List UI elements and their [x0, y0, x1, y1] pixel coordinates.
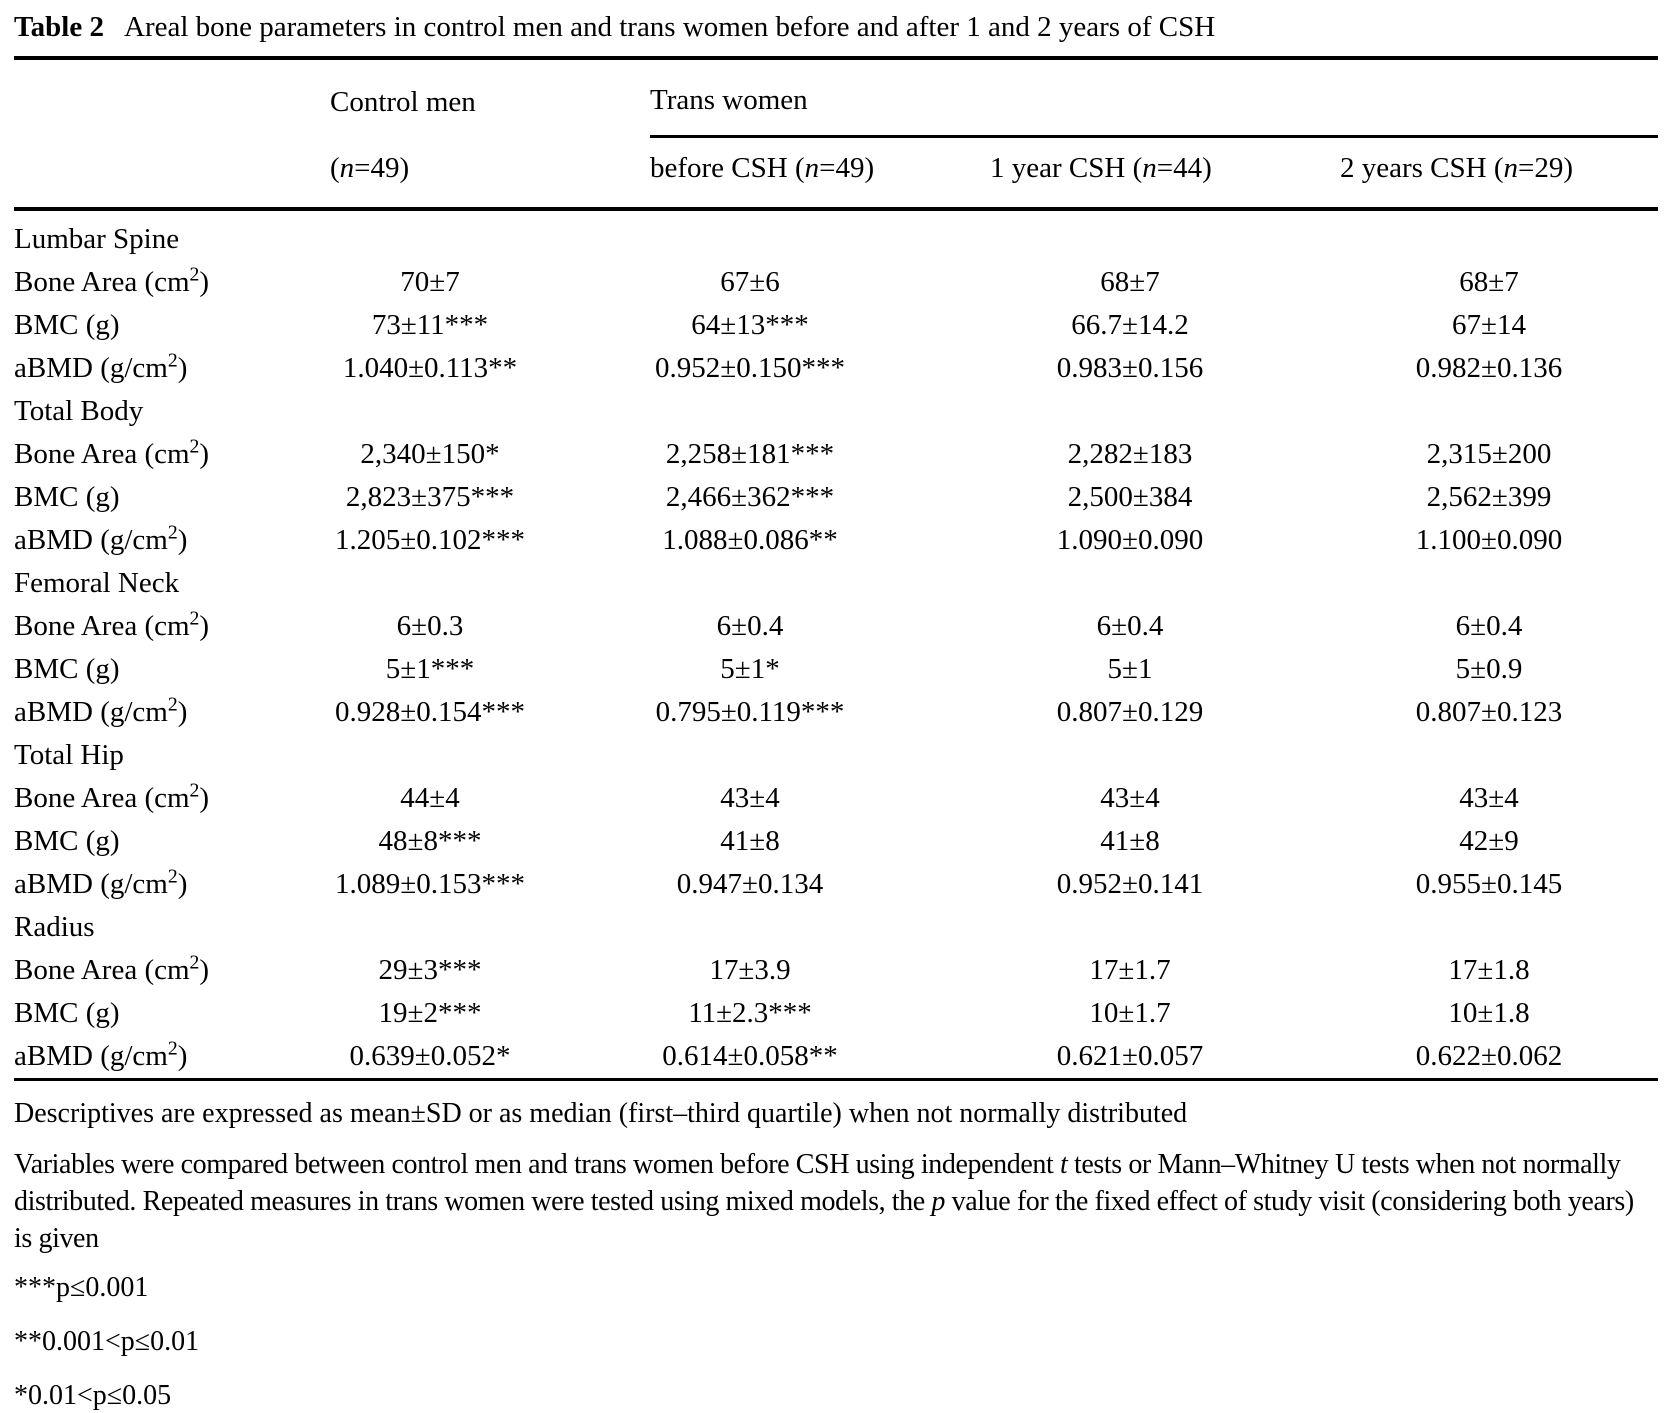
cell-value: 1.100±0.090 — [1415, 524, 1563, 556]
row-label: Bone Area $(cm^2)$ — [14, 779, 210, 814]
footnote-descriptives: Descriptives are expressed as mean±SD or as median (first–third quartile) when not normally distributed — [14, 1098, 1188, 1129]
row-label: Bone Area $(cm^2)$ — [14, 951, 210, 986]
cell-value: 41±8 — [1100, 825, 1160, 857]
cell-value: 0.947±0.134 — [676, 868, 824, 900]
footnote-significance-001: ***p≤0.001 — [14, 1272, 149, 1303]
cell-value: 2,315±200 — [1426, 438, 1552, 470]
table-row — [14, 476, 1658, 519]
table-row — [14, 433, 1658, 476]
bone-parameters-table — [14, 56, 1658, 1081]
cell-value: 17±1.7 — [1089, 954, 1171, 986]
row-label: BMC (g) — [14, 309, 120, 341]
column-header-2-years-csh: 2 years CSH (n=29) — [1340, 137, 1658, 210]
table-row — [14, 648, 1658, 691]
footnote-significance-01: **0.001<p≤0.01 — [14, 1326, 200, 1357]
row-label: BMC (g) — [14, 481, 120, 513]
cell-value: 0.983±0.156 — [1056, 352, 1204, 384]
cell-value: 43±4 — [720, 782, 780, 814]
cell-value: 67±6 — [720, 266, 780, 298]
cell-value: 19±2*** — [378, 997, 482, 1029]
cell-value: 5±1 — [1107, 653, 1153, 685]
cell-value: 29±3*** — [378, 954, 482, 986]
cell-value: 17±3.9 — [709, 954, 791, 986]
sub-header-row — [14, 137, 1658, 210]
row-label: BMC (g) — [14, 825, 120, 857]
cell-value: 0.639±0.052* — [349, 1040, 511, 1072]
table-header — [14, 58, 1658, 209]
cell-value: 6±0.4 — [1096, 610, 1164, 642]
cell-value: 0.622±0.062 — [1415, 1040, 1563, 1072]
table-title: Areal bone parameters in control men and trans women before and after 1 and 2 years of CSH — [124, 11, 1216, 43]
cell-value: 6±0.4 — [716, 610, 784, 642]
cell-value: 2,340±150* — [360, 438, 500, 470]
empty-header-cell — [14, 137, 330, 210]
section-row — [14, 209, 1658, 261]
cell-value: 73±11*** — [371, 309, 489, 341]
row-label: aBMD $(g/cm^2)$ — [14, 349, 188, 384]
cell-value: 0.795±0.119*** — [655, 696, 845, 728]
section-row — [14, 734, 1658, 777]
cell-value: 2,823±375*** — [345, 481, 515, 513]
row-label: BMC (g) — [14, 997, 120, 1029]
cell-value: 2,282±183 — [1067, 438, 1193, 470]
section-label: Lumbar Spine — [14, 223, 180, 255]
row-label: aBMD $(g/cm^2)$ — [14, 1037, 188, 1072]
cell-value: 66.7±14.2 — [1071, 309, 1189, 341]
table-row — [14, 347, 1658, 390]
cell-value: 41±8 — [720, 825, 780, 857]
table-row — [14, 992, 1658, 1035]
cell-value: 5±1* — [720, 653, 780, 685]
cell-value: 0.952±0.141 — [1056, 868, 1204, 900]
cell-value: 0.621±0.057 — [1056, 1040, 1204, 1072]
table-row — [14, 605, 1658, 648]
cell-value: 68±7 — [1459, 266, 1519, 298]
section-row — [14, 906, 1658, 949]
table-row — [14, 519, 1658, 562]
cell-value: 43±4 — [1459, 782, 1519, 814]
table-row — [14, 863, 1658, 906]
cell-value: 0.955±0.145 — [1415, 868, 1563, 900]
table-caption — [14, 8, 1658, 46]
table-row — [14, 261, 1658, 304]
footnote-significance-05: *0.01<p≤0.05 — [14, 1380, 172, 1411]
column-header-1-year-csh: 1 year CSH (n=44) — [990, 137, 1340, 210]
table-number: Table 2 — [14, 11, 104, 43]
cell-value: 0.614±0.058** — [662, 1040, 838, 1072]
cell-value: 0.982±0.136 — [1415, 352, 1563, 384]
section-row — [14, 390, 1658, 433]
cell-value: 0.928±0.154*** — [335, 696, 525, 728]
section-label: Radius — [14, 911, 95, 943]
cell-value: 0.952±0.150*** — [655, 352, 845, 384]
row-label: aBMD $(g/cm^2)$ — [14, 693, 188, 728]
cell-value: 70±7 — [400, 266, 460, 298]
table-row — [14, 1035, 1658, 1080]
section-row — [14, 562, 1658, 605]
group-header-row — [14, 58, 1658, 137]
cell-value: 6±0.3 — [396, 610, 464, 642]
row-label: aBMD $(g/cm^2)$ — [14, 865, 188, 900]
section-label: Total Hip — [14, 739, 124, 771]
cell-value: 43±4 — [1100, 782, 1160, 814]
table-row — [14, 777, 1658, 820]
section-label: Total Body — [14, 395, 144, 427]
footnote-methods: Variables were compared between control men and trans women before CSH using independent t tests or Mann–Whitney U tests when not normally distributed. Repeated measures in trans women were tested using mixed models, the p value for the fixed effect of study visit (considering both years) is given — [14, 1149, 1634, 1254]
cell-value: 64±13*** — [691, 309, 809, 341]
cell-value: 11±2.3*** — [688, 997, 812, 1029]
row-label: Bone Area $(cm^2)$ — [14, 607, 210, 642]
cell-value: 10±1.8 — [1448, 997, 1530, 1029]
cell-value: 0.807±0.129 — [1056, 696, 1204, 728]
cell-value: 10±1.7 — [1089, 997, 1171, 1029]
cell-value: 67±14 — [1452, 309, 1526, 341]
cell-value: 1.088±0.086** — [662, 524, 838, 556]
column-header-before-csh: before CSH (n=49) — [650, 137, 990, 210]
row-label: aBMD $(g/cm^2)$ — [14, 521, 188, 556]
column-group-control-men: Control men — [330, 85, 476, 118]
table-footnotes — [14, 1095, 1658, 1413]
row-label: Bone Area $(cm^2)$ — [14, 263, 210, 298]
cell-value: 68±7 — [1100, 266, 1160, 298]
empty-header-cell — [14, 58, 330, 137]
cell-value: 48±8*** — [378, 825, 482, 857]
row-label: BMC (g) — [14, 653, 120, 685]
table-body — [14, 209, 1658, 1080]
table-row — [14, 949, 1658, 992]
cell-value: 44±4 — [400, 782, 460, 814]
row-label: Bone Area $(cm^2)$ — [14, 435, 210, 470]
cell-value: 2,258±181*** — [665, 438, 835, 470]
cell-value: 1.040±0.113** — [342, 352, 518, 384]
cell-value: 0.807±0.123 — [1415, 696, 1563, 728]
section-label: Femoral Neck — [14, 567, 180, 599]
column-header-control-n: (n=49) — [330, 137, 650, 210]
cell-value: 6±0.4 — [1455, 610, 1523, 642]
cell-value: 1.089±0.153*** — [335, 868, 525, 900]
cell-value: 2,562±399 — [1426, 481, 1552, 513]
cell-value: 2,466±362*** — [665, 481, 835, 513]
cell-value: 2,500±384 — [1067, 481, 1193, 513]
cell-value: 1.205±0.102*** — [335, 524, 525, 556]
cell-value: 42±9 — [1459, 825, 1519, 857]
table-row — [14, 691, 1658, 734]
table-row — [14, 304, 1658, 347]
cell-value: 5±1*** — [385, 653, 475, 685]
cell-value: 17±1.8 — [1448, 954, 1530, 986]
table-row — [14, 820, 1658, 863]
cell-value: 5±0.9 — [1455, 653, 1523, 685]
cell-value: 1.090±0.090 — [1056, 524, 1204, 556]
column-group-trans-women: Trans women — [650, 58, 1658, 137]
